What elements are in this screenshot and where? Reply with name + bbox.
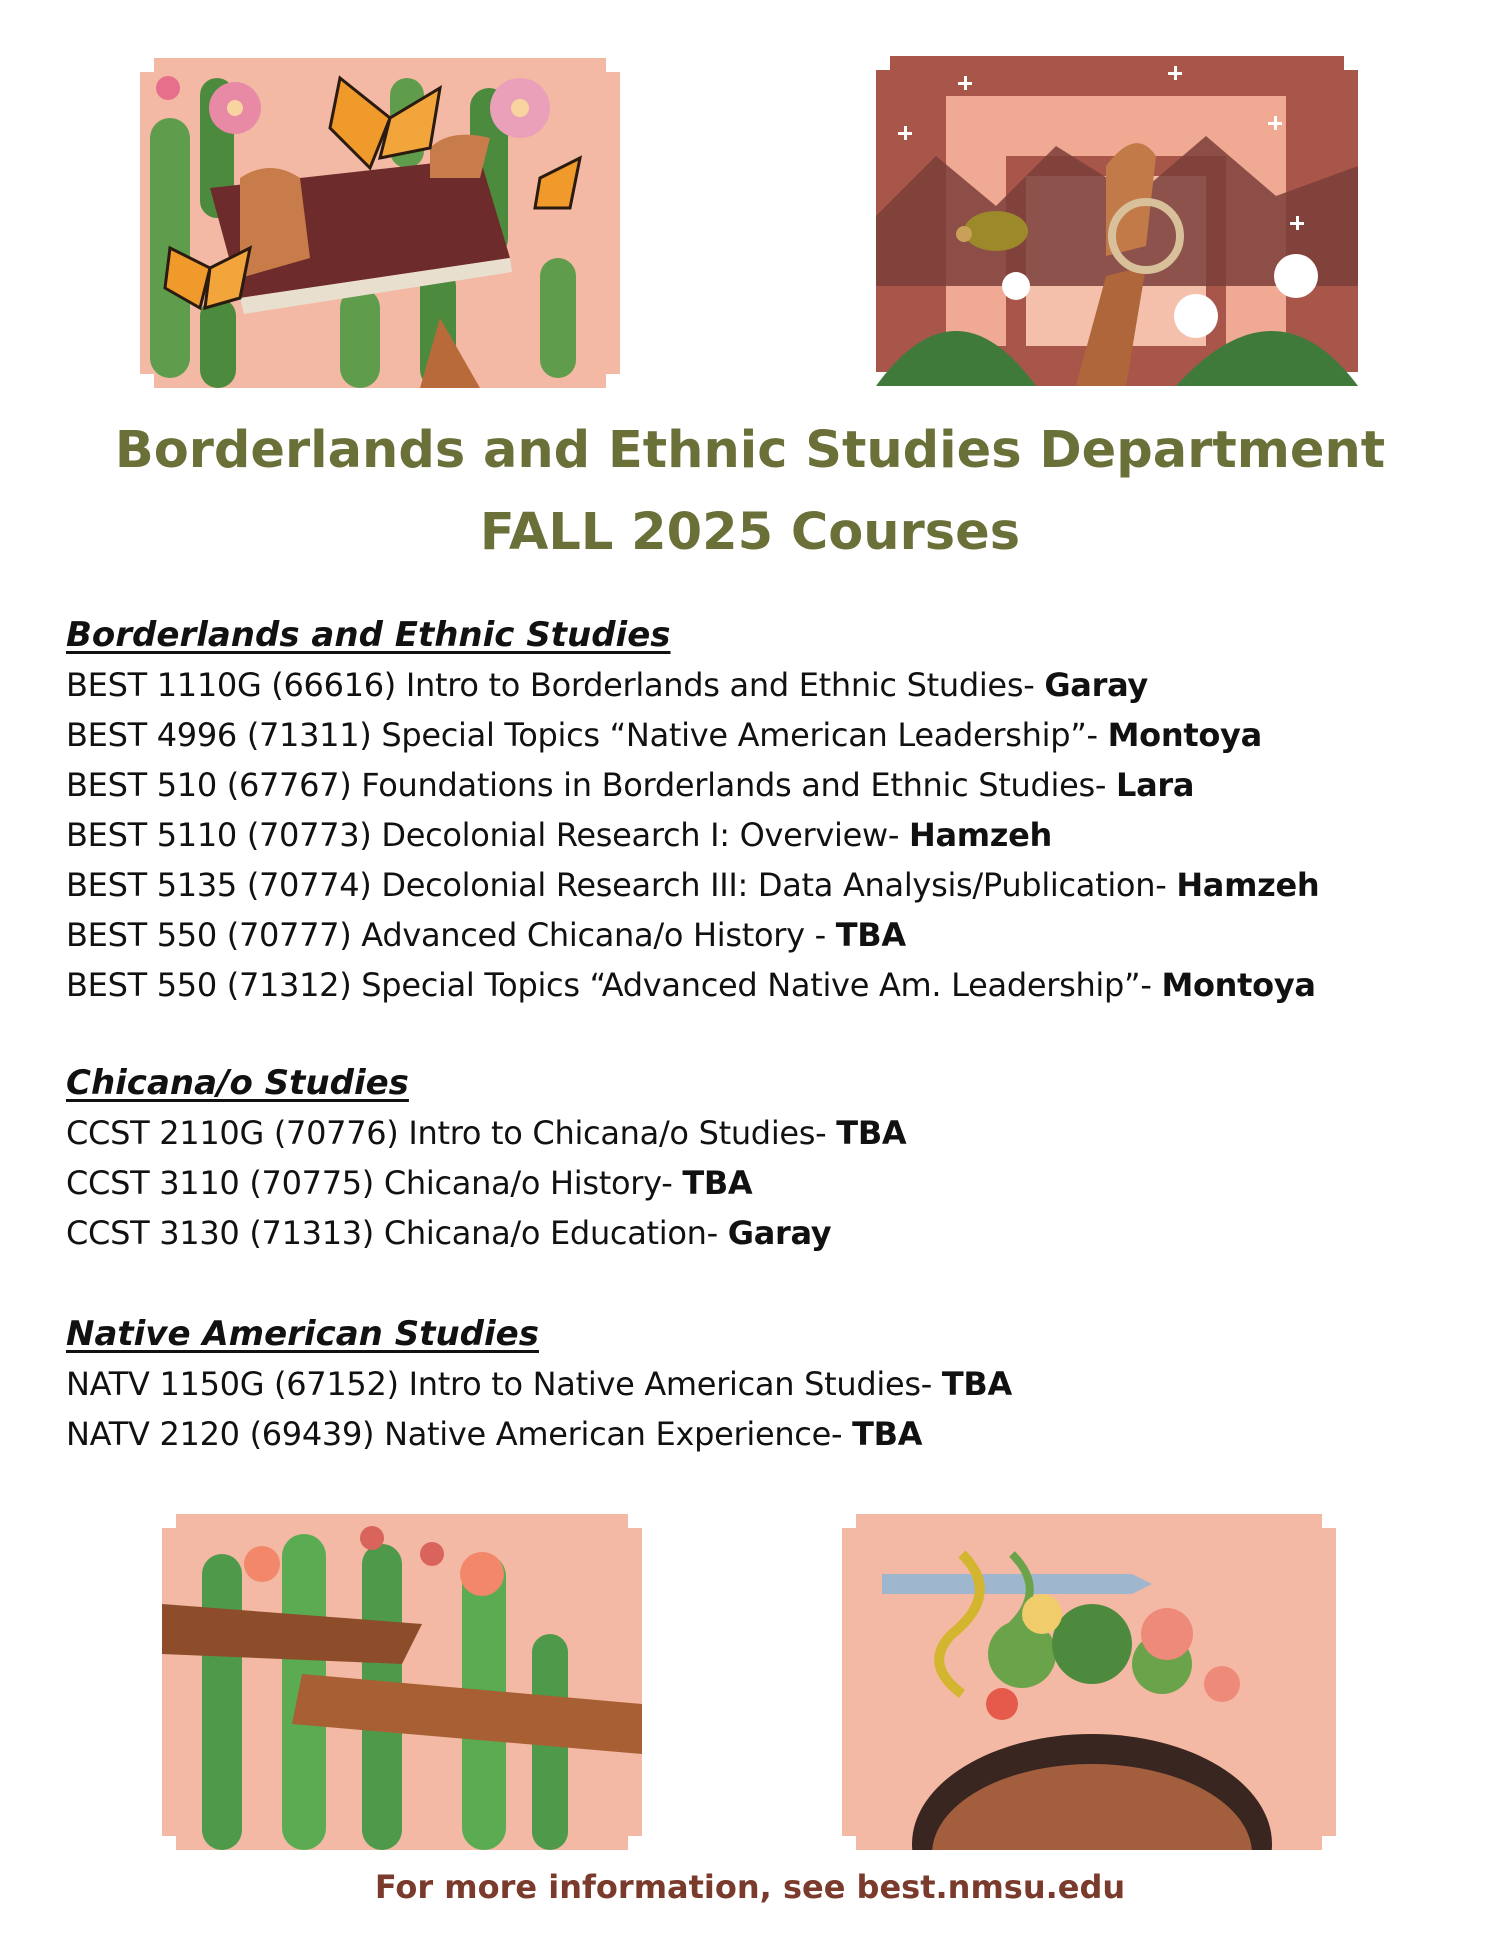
course-line [66,1409,1466,1459]
course-info: CCST 2110G (70776) Intro to Chicana/o Studies- [66,1114,837,1152]
course-line [66,960,1466,1010]
course-instructor: Lara [1116,766,1195,804]
course-info: CCST 3110 (70775) Chicana/o History- [66,1164,683,1202]
course-instructor: Garay [727,1214,832,1252]
course-instructor: Montoya [1161,966,1316,1004]
course-instructor: Garay [1044,666,1148,704]
illustration-mountains-turtle-hand [876,56,1358,386]
course-info: BEST 550 (70777) Advanced Chicana/o History - [66,916,836,954]
course-line [66,760,1466,810]
course-instructor: Hamzeh [1176,866,1320,904]
course-info: BEST 4996 (71311) Special Topics “Native American Leadership”- [66,716,1108,754]
course-line [66,1108,1466,1158]
course-instructor: TBA [682,1164,753,1202]
page-title-department: Borderlands and Ethnic Studies Department [114,421,1386,480]
section-heading: Chicana/o Studies [66,1063,409,1103]
page-title-term: FALL 2025 Courses [479,503,1021,562]
course-line [66,710,1466,760]
course-info: BEST 1110G (66616) Intro to Borderlands and Ethnic Studies- [66,666,1045,704]
course-line [66,810,1466,860]
course-info: NATV 2120 (69439) Native American Experience- [66,1415,853,1453]
course-info: BEST 550 (71312) Special Topics “Advanced Native Am. Leadership”- [66,966,1162,1004]
illustration-head-plants-sword [842,1514,1336,1850]
course-instructor: TBA [852,1415,923,1453]
course-instructor: TBA [941,1365,1012,1403]
course-info: BEST 5135 (70774) Decolonial Research III: Data Analysis/Publication- [66,866,1177,904]
course-info: CCST 3130 (71313) Chicana/o Education- [66,1214,728,1252]
course-line [66,1158,1466,1208]
course-info: BEST 5110 (70773) Decolonial Research I: Overview- [66,816,909,854]
course-line [66,1359,1466,1409]
section-chicana-o-studies [66,1058,1466,1258]
course-info: NATV 1150G (67152) Intro to Native American Studies- [66,1365,942,1403]
course-instructor: Montoya [1107,716,1262,754]
section-native-american-studies [66,1309,1466,1459]
course-line [66,860,1466,910]
course-line [66,1208,1466,1258]
section-heading: Native American Studies [66,1314,539,1354]
footer-more-info: For more information, see best.nmsu.edu [374,1868,1126,1906]
course-instructor: Hamzeh [908,816,1053,854]
section-heading: Borderlands and Ethnic Studies [66,615,671,655]
course-instructor: TBA [836,1114,907,1152]
course-line [66,910,1466,960]
section-borderlands-ethnic-studies [66,610,1466,1010]
course-instructor: TBA [835,916,906,954]
illustration-clasped-arms-cacti [162,1514,642,1850]
course-line [66,660,1466,710]
course-info: BEST 510 (67767) Foundations in Borderlands and Ethnic Studies- [66,766,1117,804]
illustration-cacti-butterflies-book [140,58,620,388]
